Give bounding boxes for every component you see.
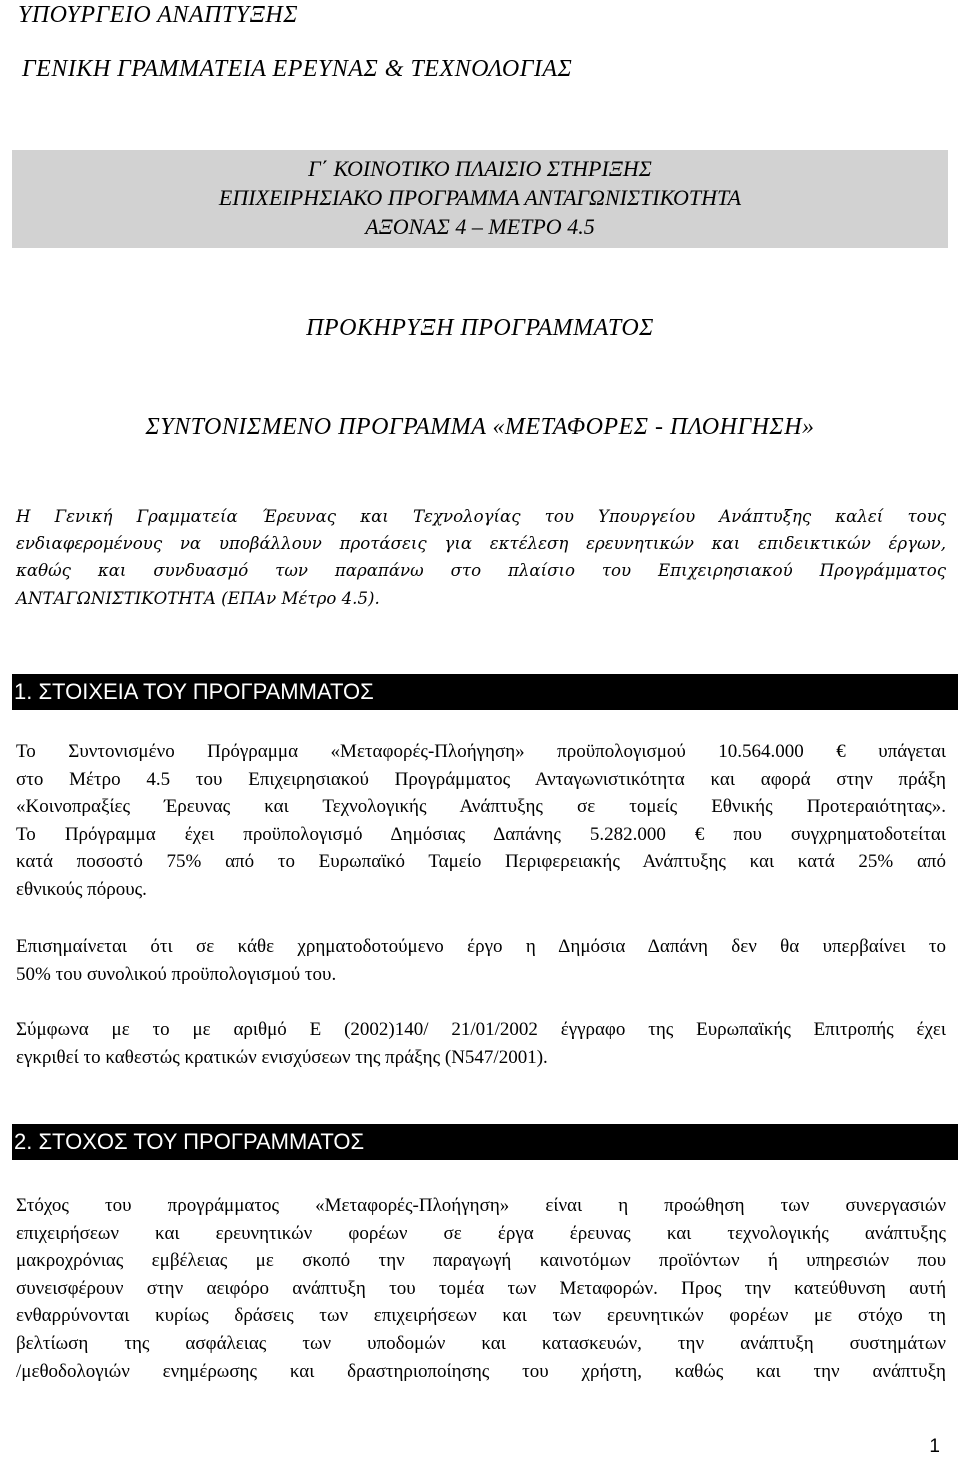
page-number: 1 bbox=[929, 1436, 940, 1457]
paragraph-line: εθνικούς πόρους. bbox=[16, 878, 147, 900]
paragraph-line: μακροχρόνιας εμβέλειας με σκοπό την παραγωγή καινοτόμων προϊόντων ή υπηρεσιών που bbox=[16, 1250, 946, 1272]
paragraph-line: επιχειρήσεων και ερευνητικών φορέων σε έργα έρευνας και τεχνολογικής ανάπτυξης bbox=[16, 1222, 946, 1244]
section-1-paragraph-3 bbox=[16, 1016, 946, 1071]
paragraph-line: «Κοινοπραξίες Έρευνας και Τεχνολογικής Ανάπτυξης σε τομείς Εθνικής Προτεραιότητας». bbox=[16, 796, 946, 818]
paragraph-line: ενθαρρύνονται κυρίως δράσεις των επιχειρήσεων και των ερευνητικών φορέων με στόχο τη bbox=[16, 1305, 946, 1327]
framework-line-3: ΑΞΟΝΑΣ 4 – ΜΕΤΡΟ 4.5 bbox=[365, 214, 595, 239]
paragraph-line: Σύμφωνα με το με αριθμό Ε (2002)140/ 21/01/2002 έγγραφο της Ευρωπαϊκής Επιτροπής έχει bbox=[16, 1019, 946, 1040]
paragraph-line: κατά ποσοστό 75% από το Ευρωπαϊκό Ταμείο Περιφερειακής Ανάπτυξης και κατά 25% από bbox=[16, 851, 946, 873]
section-2-paragraph bbox=[16, 1192, 946, 1385]
framework-box bbox=[12, 150, 948, 248]
section-1-heading: 1. ΣΤΟΙΧΕΙΑ ΤΟΥ ΠΡΟΓΡΑΜΜΑΤΟΣ bbox=[12, 674, 958, 710]
paragraph-line: Στόχος του προγράμματος «Μεταφορές-Πλοήγηση» είναι η προώθηση των συνεργασιών bbox=[16, 1195, 946, 1216]
section-2-heading: 2. ΣΤΟΧΟΣ ΤΟΥ ΠΡΟΓΡΑΜΜΑΤΟΣ bbox=[12, 1124, 958, 1160]
paragraph-line: βελτίωση της ασφάλειας των υποδομών και κατασκευών, την ανάπτυξη συστημάτων bbox=[16, 1332, 946, 1354]
secretariat-heading: ΓΕΝΙΚΗ ΓΡΑΜΜΑΤΕΙΑ ΕΡΕΥΝΑΣ & ΤΕΧΝΟΛΟΓΙΑΣ bbox=[22, 56, 573, 82]
paragraph-line: Το Πρόγραμμα έχει προϋπολογισμό Δημόσιας Δαπάνης 5.282.000 € που συγχρηματοδοτείται bbox=[16, 823, 946, 845]
section-1-paragraph-1 bbox=[16, 738, 946, 904]
ministry-heading: ΥΠΟΥΡΓΕΙΟ ΑΝΑΠΤΥΞΗΣ bbox=[18, 2, 299, 28]
paragraph-line: 50% του συνολικού προϋπολογισμού του. bbox=[16, 963, 337, 985]
paragraph-line: εγκριθεί το καθεστώς κρατικών ενισχύσεων της πράξης (Ν547/2001). bbox=[16, 1046, 548, 1068]
programme-title: ΣΥΝΤΟΝΙΣΜΕΝΟ ΠΡΟΓΡΑΜΜΑ «ΜΕΤΑΦΟΡΕΣ - ΠΛΟΗΓΗΣΗ» bbox=[145, 414, 815, 440]
paragraph-line: /μεθοδολογιών ενημέρωσης και δραστηριοποίησης του χρήστη, καθώς και την ανάπτυξη bbox=[16, 1360, 946, 1382]
intro-line: καθώς και συνδυασμό των παραπάνω στο πλαίσιο του Επιχειρησιακού Προγράμματος bbox=[16, 561, 946, 581]
framework-line-2: ΕΠΙΧΕΙΡΗΣΙΑΚΟ ΠΡΟΓΡΑΜΜΑ ΑΝΤΑΓΩΝΙΣΤΙΚΟΤΗΤΑ bbox=[218, 185, 742, 210]
paragraph-line: Επισημαίνεται ότι σε κάθε χρηματοδοτούμενο έργο η Δημόσια Δαπάνη δεν θα υπερβαίνει το bbox=[16, 936, 946, 957]
framework-line-1: Γ΄ ΚΟΙΝΟΤΙΚΟ ΠΛΑΙΣΙΟ ΣΤΗΡΙΞΗΣ bbox=[308, 156, 652, 181]
section-1-paragraph-2 bbox=[16, 933, 946, 988]
intro-line: Η Γενική Γραμματεία Έρευνας και Τεχνολογίας του Υπουργείου Ανάπτυξης καλεί τους bbox=[16, 507, 946, 526]
intro-line: ΑΝΤΑΓΩΝΙΣΤΙΚΟΤΗΤΑ (ΕΠΑν Μέτρο 4.5). bbox=[16, 588, 380, 608]
intro-paragraph bbox=[16, 503, 946, 612]
paragraph-line: στο Μέτρο 4.5 του Επιχειρησιακού Προγράμματος Ανταγωνιστικότητα και αφορά στην πράξη bbox=[16, 768, 946, 790]
paragraph-line: Το Συντονισμένο Πρόγραμμα «Μεταφορές-Πλοήγηση» προϋπολογισμού 10.564.000 € υπάγεται bbox=[16, 741, 946, 762]
announcement-title: ΠΡΟΚΗΡΥΞΗ ΠΡΟΓΡΑΜΜΑΤΟΣ bbox=[306, 315, 654, 341]
intro-line: ενδιαφερομένους να υποβάλλουν προτάσεις για εκτέλεση ερευνητικών και επιδεικτικών έργων, bbox=[16, 534, 946, 554]
paragraph-line: συνεισφέρουν στην αειφόρο ανάπτυξη του τομέα των Μεταφορών. Προς την κατεύθυνση αυτή bbox=[16, 1277, 946, 1299]
